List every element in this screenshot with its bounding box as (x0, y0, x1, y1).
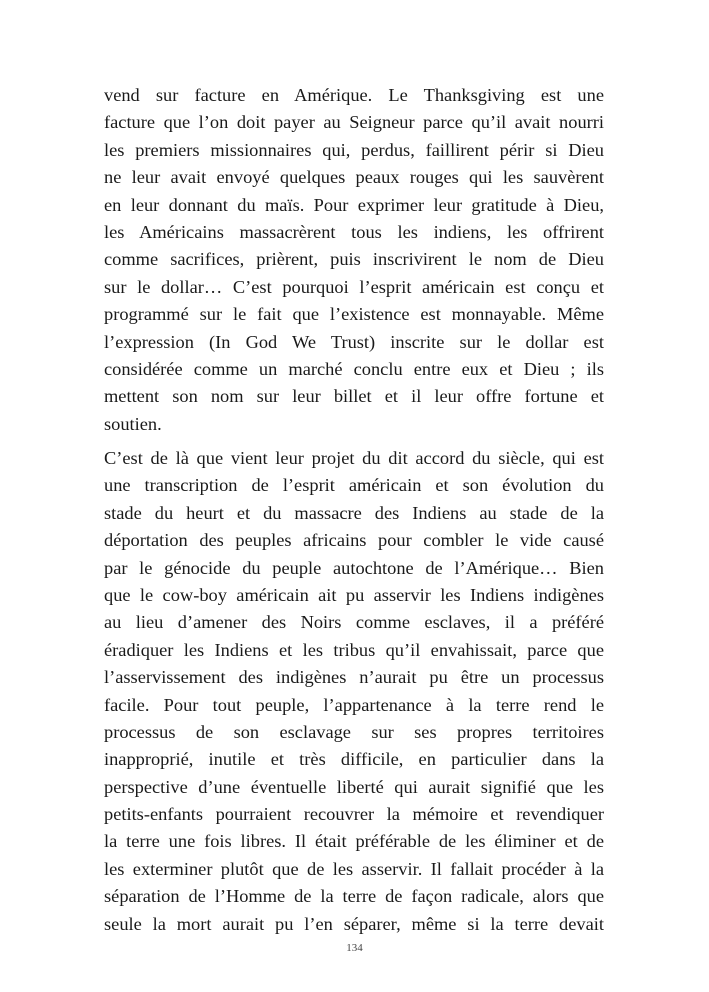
paragraph-2 (104, 445, 604, 938)
text-line: programmé sur le fait que l’existence est monnayable. Même (104, 304, 604, 325)
text-line: déportation des peuples africains pour combler le vide causé (104, 530, 604, 551)
text-line: stade du heurt et du massacre des Indiens au stade de la (104, 502, 604, 523)
text-line: la terre une fois libres. Il était préférable de les éliminer et de (104, 831, 604, 852)
text-line: éradiquer les Indiens et les tribus qu’il envahissait, parce que (104, 639, 604, 660)
text-line: comme sacrifices, prièrent, puis inscrivirent le nom de Dieu (104, 249, 604, 270)
text-line: petits-enfants pourraient recouvrer la mémoire et revendiquer (104, 804, 604, 825)
text-line: facture que l’on doit payer au Seigneur parce qu’il avait nourri (104, 112, 604, 133)
text-line: considérée comme un marché conclu entre eux et Dieu ; ils (104, 358, 604, 379)
text-line: facile. Pour tout peuple, l’appartenance à la terre rend le (104, 694, 604, 715)
text-line: l’expression (In God We Trust) inscrite sur le dollar est (104, 331, 604, 352)
text-line: mettent son nom sur leur billet et il leur offre fortune et (104, 386, 604, 407)
page-number: 134 (346, 942, 363, 954)
text-line: les exterminer plutôt que de les asservir. Il fallait procéder à la (104, 858, 604, 879)
text-line: une transcription de l’esprit américain et son évolution du (104, 475, 604, 496)
text-line: sur le dollar… C’est pourquoi l’esprit américain est conçu et (104, 276, 604, 297)
text-line: soutien. (104, 413, 162, 434)
text-line: séparation de l’Homme de la terre de façon radicale, alors que (104, 886, 604, 907)
text-line: perspective d’une éventuelle liberté qui aurait signifié que les (104, 776, 604, 797)
text-line: processus de son esclavage sur ses propres territoires (104, 721, 604, 742)
text-line: vend sur facture en Amérique. Le Thanksgiving est une (104, 85, 604, 105)
text-line: les premiers missionnaires qui, perdus, faillirent périr si Dieu (104, 139, 604, 160)
text-line: inapproprié, inutile et très difficile, en particulier dans la (104, 749, 604, 770)
text-line: au lieu d’amener des Noirs comme esclaves, il a préféré (104, 612, 604, 633)
text-line: que le cow-boy américain ait pu asservir les Indiens indigènes (104, 584, 604, 605)
text-line: seule la mort aurait pu l’en séparer, même si la terre devait (104, 913, 604, 934)
text-line: les Américains massacrèrent tous les indiens, les offrirent (104, 221, 604, 242)
text-line: l’asservissement des indigènes n’aurait pu être un processus (104, 667, 604, 688)
text-line: par le génocide du peuple autochtone de l’Amérique… Bien (104, 557, 604, 578)
paragraph-1 (104, 82, 604, 438)
text-line: ne leur avait envoyé quelques peaux rouges qui les sauvèrent (104, 167, 604, 188)
text-line: en leur donnant du maïs. Pour exprimer leur gratitude à Dieu, (104, 194, 604, 215)
text-line: C’est de là que vient leur projet du dit accord du siècle, qui est (104, 448, 604, 468)
